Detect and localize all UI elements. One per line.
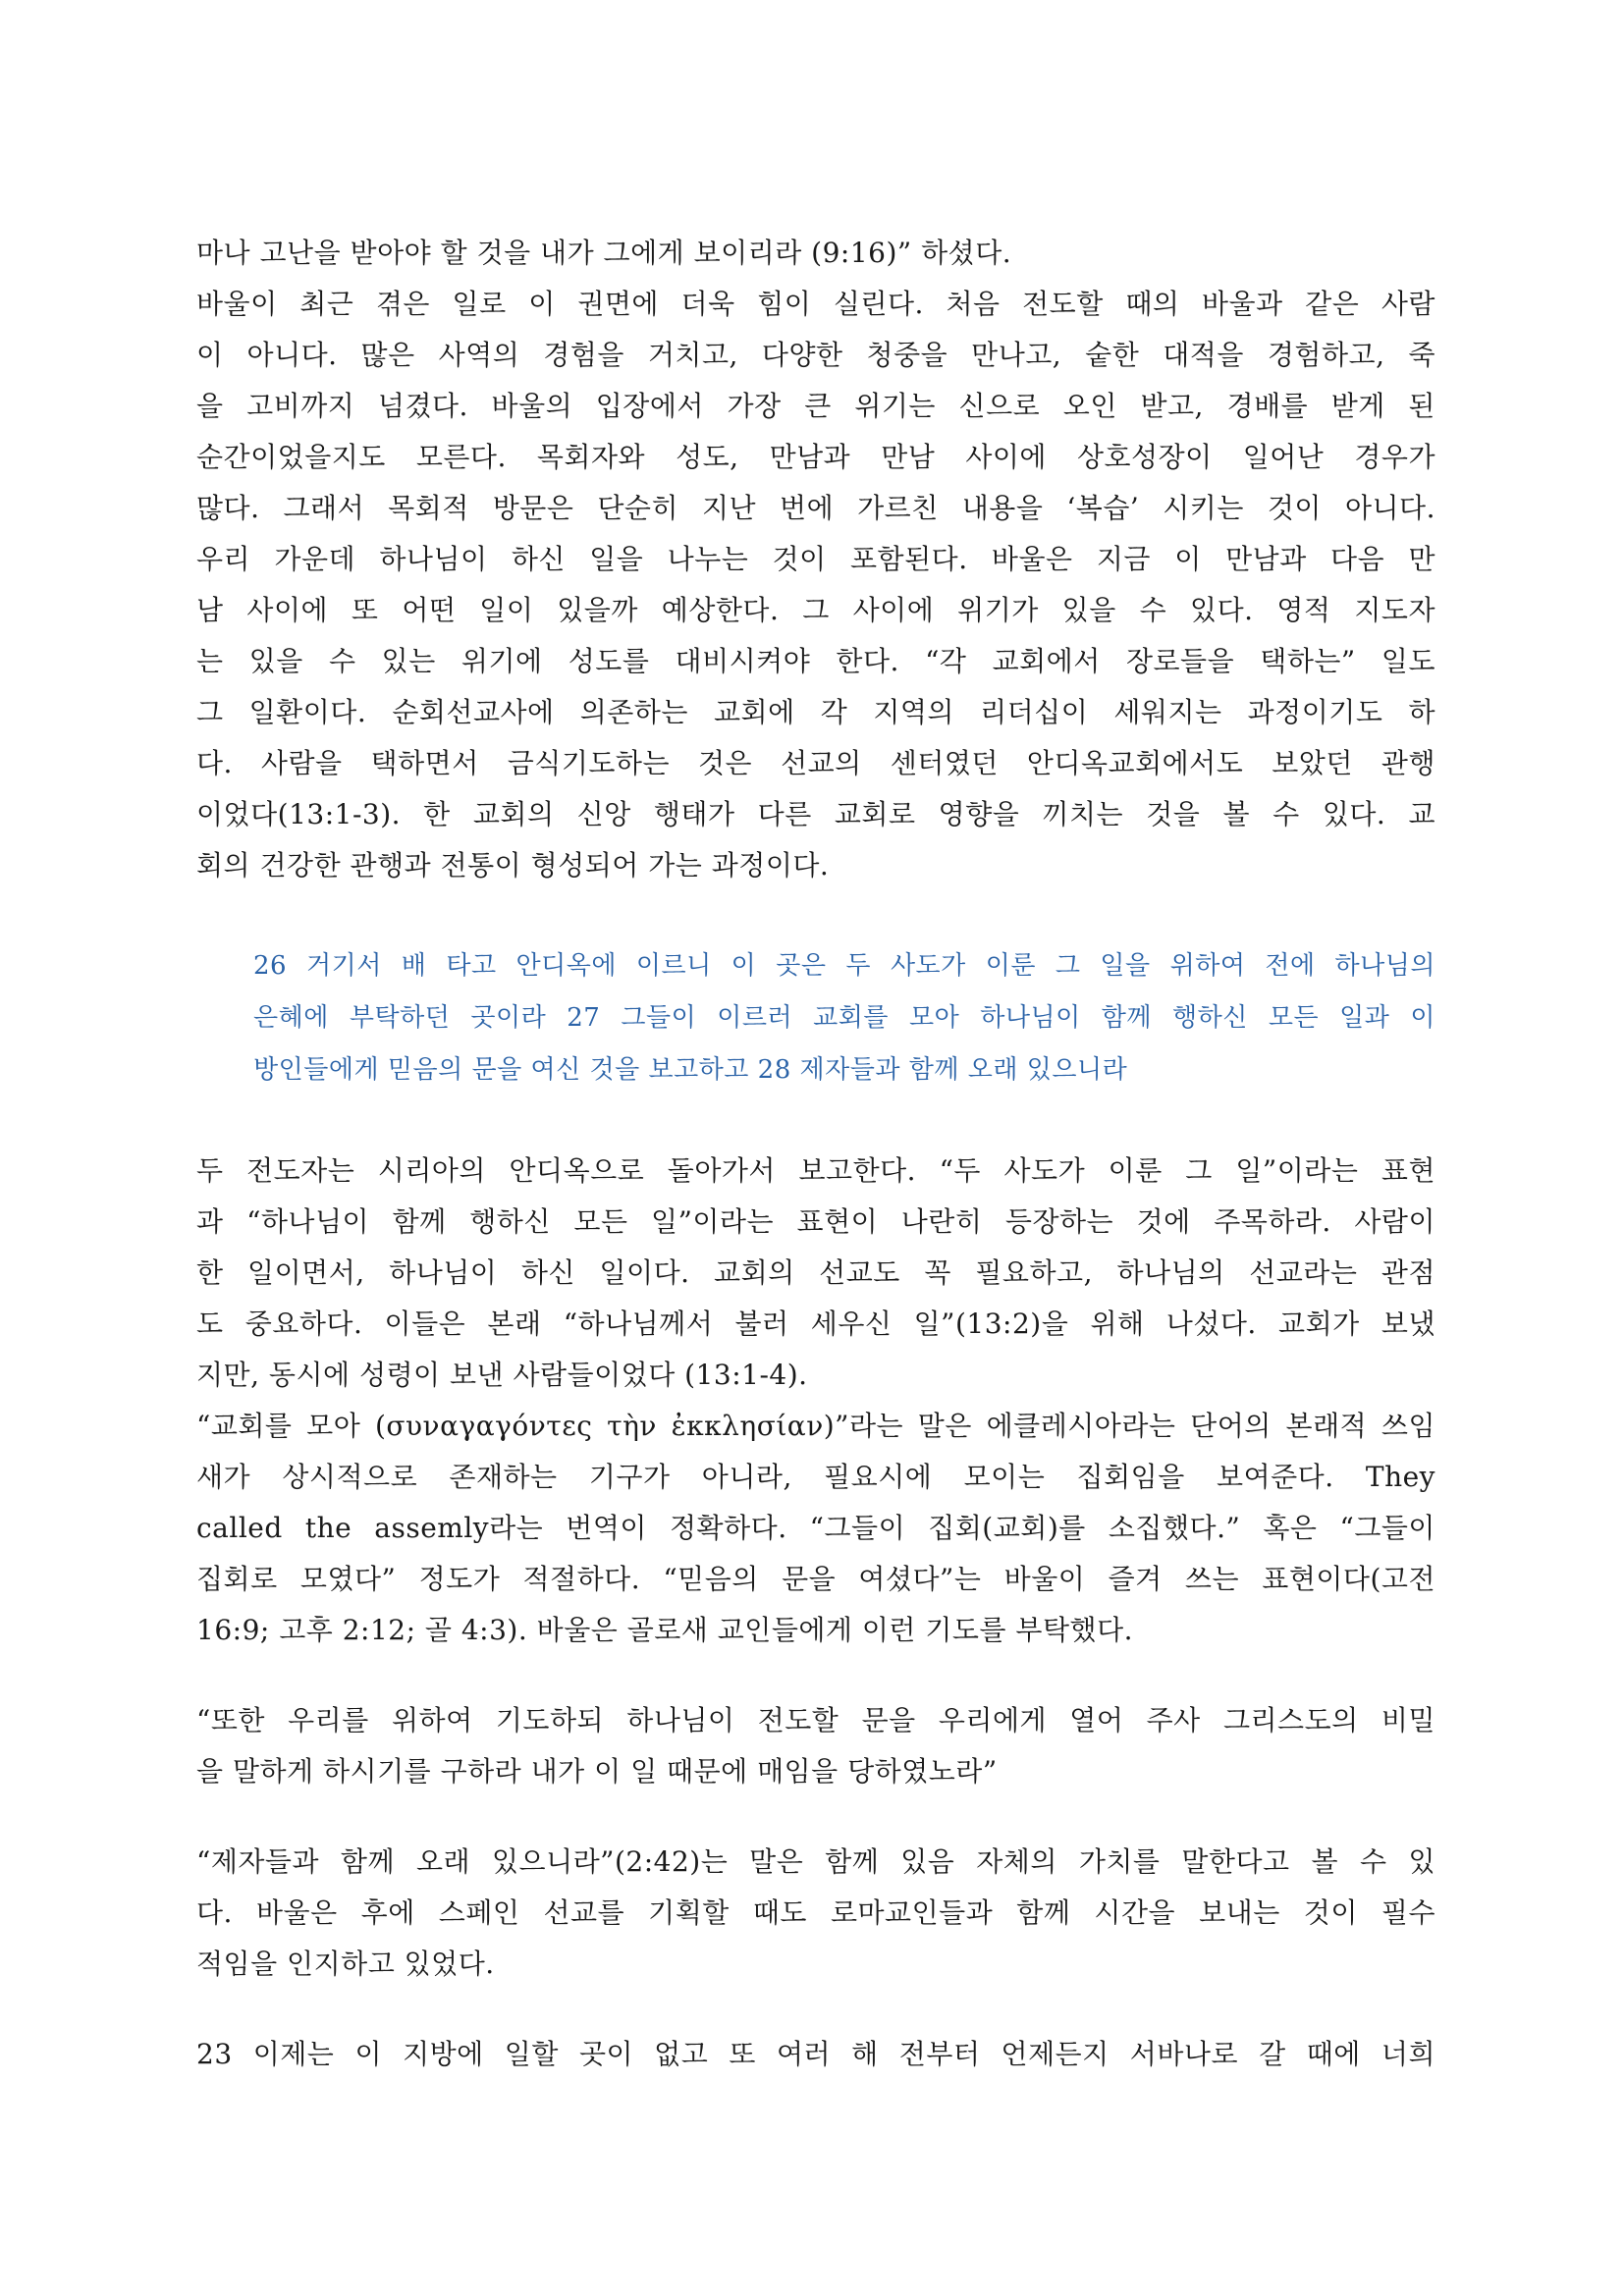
paragraph-2	[196, 279, 1435, 891]
text-line: 다. 바울은 후에 스페인 선교를 기획할 때도 로마교인들과 함께 시간을 보내는 것이 필수	[196, 1896, 1435, 1929]
paragraph-6	[196, 1837, 1435, 1990]
text-line: 많다. 그래서 목회적 방문은 단순히 지난 번에 가르친 내용을 ‘복습’ 시키는 것이 아니다.	[196, 492, 1435, 524]
text-line: 23 이제는 이 지방에 일할 곳이 없고 또 여러 해 전부터 언제든지 서바나로 갈 때에 너희	[196, 2038, 1435, 2070]
quote-line: 26 거기서 배 타고 안디옥에 이르니 이 곳은 두 사도가 이룬 그 일을 위하여 전에 하나님의	[253, 951, 1435, 981]
paragraph-1	[196, 228, 1435, 279]
text-line: 16:9; 고후 2:12; 골 4:3). 바울은 골로새 교인들에게 이런 기도를 부탁했다.	[196, 1614, 1134, 1646]
text-line: 적임을 인지하고 있었다.	[196, 1948, 495, 1980]
text-line: “제자들과 함께 오래 있으니라”(2:42)는 말은 함께 있음 자체의 가치를 말한다고 볼 수 있	[196, 1845, 1435, 1878]
spacer	[196, 1797, 1435, 1837]
text-line: 는 있을 수 있는 위기에 성도를 대비시켜야 한다. “각 교회에서 장로들을 택하는” 일도	[196, 645, 1435, 677]
spacer	[196, 891, 1435, 940]
text-line: 두 전도자는 시리아의 안디옥으로 돌아가서 보고한다. “두 사도가 이룬 그 일”이라는 표현	[196, 1154, 1435, 1187]
text-line: 마나 고난을 받아야 할 것을 내가 그에게 보이리라 (9:16)” 하셨다.	[196, 237, 1012, 269]
paragraph-5	[196, 1695, 1435, 1797]
text-line: 새가 상시적으로 존재하는 기구가 아니라, 필요시에 모이는 집회임을 보여준다. They	[196, 1461, 1435, 1493]
document-page	[196, 228, 1435, 2080]
text-line: 바울이 최근 겪은 일로 이 권면에 더욱 힘이 실린다. 처음 전도할 때의 바울과 같은 사람	[196, 288, 1435, 320]
scripture-quote	[253, 940, 1435, 1096]
text-line: 이 아니다. 많은 사역의 경험을 거치고, 다양한 청중을 만나고, 숱한 대적을 경험하고, 죽	[196, 339, 1435, 371]
text-line: 다. 사람을 택하면서 금식기도하는 것은 선교의 센터였던 안디옥교회에서도 보았던 관행	[196, 747, 1435, 779]
text-line: “교회를 모아 (συναγαγόντες τὴν ἐκκλησίαν)”라는 말은 에클레시아라는 단어의 본래적 쓰임	[196, 1410, 1435, 1442]
text-line: 남 사이에 또 어떤 일이 있을까 예상한다. 그 사이에 위기가 있을 수 있다. 영적 지도자	[196, 594, 1435, 626]
quote-line: 방인들에게 믿음의 문을 여신 것을 보고하고 28 제자들과 함께 오래 있으니라	[253, 1055, 1128, 1085]
paragraph-4	[196, 1401, 1435, 1656]
text-line: 지만, 동시에 성령이 보낸 사람들이었다 (13:1-4).	[196, 1359, 808, 1391]
text-line: 을 고비까지 넘겼다. 바울의 입장에서 가장 큰 위기는 신으로 오인 받고, 경배를 받게 된	[196, 390, 1435, 422]
text-line: 회의 건강한 관행과 전통이 형성되어 가는 과정이다.	[196, 849, 830, 881]
text-line: 집회로 모였다” 정도가 적절하다. “믿음의 문을 여셨다”는 바울이 즐겨 쓰는 표현이다(고전	[196, 1563, 1435, 1595]
text-line: called the assemly라는 번역이 정확하다. “그들이 집회(교회)를 소집했다.” 혹은 “그들이	[196, 1512, 1435, 1544]
spacer	[196, 1990, 1435, 2029]
text-line: 한 일이면서, 하나님이 하신 일이다. 교회의 선교도 꼭 필요하고, 하나님의 선교라는 관점	[196, 1256, 1435, 1289]
text-line: 과 “하나님이 함께 행하신 모든 일”이라는 표현이 나란히 등장하는 것에 주목하라. 사람이	[196, 1205, 1435, 1238]
text-line: 을 말하게 하시기를 구하라 내가 이 일 때문에 매임을 당하였노라”	[196, 1755, 998, 1788]
text-line: 순간이었을지도 모른다. 목회자와 성도, 만남과 만남 사이에 상호성장이 일어난 경우가	[196, 441, 1435, 473]
text-line: 이었다(13:1-3). 한 교회의 신앙 행태가 다른 교회로 영향을 끼치는 것을 볼 수 있다. 교	[196, 798, 1435, 830]
text-line: 그 일환이다. 순회선교사에 의존하는 교회에 각 지역의 리더십이 세워지는 과정이기도 하	[196, 696, 1435, 728]
paragraph-3	[196, 1146, 1435, 1401]
spacer	[196, 1656, 1435, 1695]
text-line: “또한 우리를 위하여 기도하되 하나님이 전도할 문을 우리에게 열어 주사 그리스도의 비밀	[196, 1704, 1435, 1736]
text-line: 도 중요하다. 이들은 본래 “하나님께서 불러 세우신 일”(13:2)을 위해 나섰다. 교회가 보냈	[196, 1308, 1435, 1340]
quote-line: 은혜에 부탁하던 곳이라 27 그들이 이르러 교회를 모아 하나님이 함께 행하신 모든 일과 이	[253, 1003, 1435, 1033]
spacer	[196, 1096, 1435, 1146]
text-line: 우리 가운데 하나님이 하신 일을 나누는 것이 포함된다. 바울은 지금 이 만남과 다음 만	[196, 543, 1435, 575]
paragraph-7	[196, 2029, 1435, 2080]
